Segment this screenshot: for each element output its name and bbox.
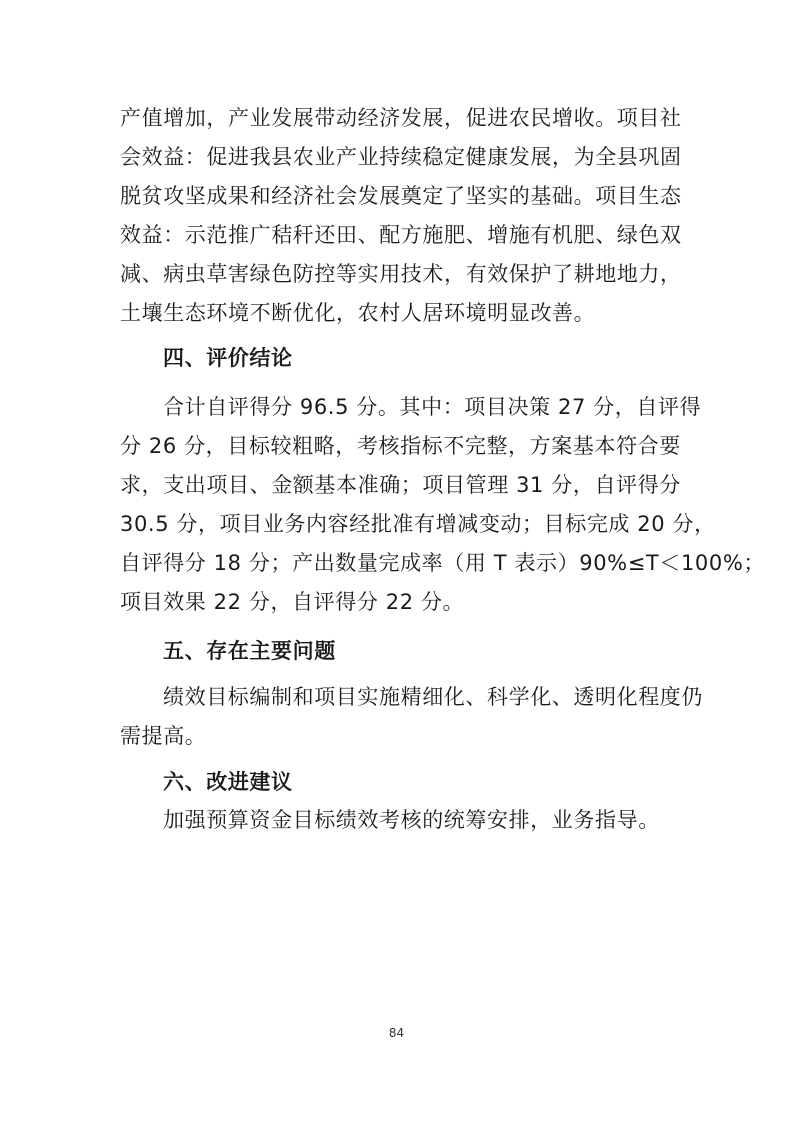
paragraph-line: 求，支出项目、金额基本准确；项目管理 31 分，自评得分 — [120, 473, 681, 497]
paragraph-line: 需提高。 — [120, 724, 207, 748]
paragraph-line: 土壤生态环境不断优化，农村人居环境明显改善。 — [120, 301, 596, 325]
section-heading-evaluation-conclusion: 四、评价结论 — [163, 346, 293, 370]
paragraph-line: 分 26 分，目标较粗略，考核指标不完整，方案基本符合要 — [120, 434, 681, 458]
paragraph-line: 项目效果 22 分，自评得分 22 分。 — [120, 590, 465, 614]
paragraph-line: 加强预算资金目标绩效考核的统筹安排，业务指导。 — [163, 808, 660, 832]
paragraph-line: 自评得分 18 分；产出数量完成率（用 T 表示）90%≤T＜100%； — [120, 551, 765, 575]
paragraph-line: 会效益：促进我县农业产业持续稳定健康发展，为全县巩固 — [120, 145, 682, 169]
page-number: 84 — [388, 1026, 405, 1040]
paragraph-line: 产值增加，产业发展带动经济发展，促进农民增收。项目社 — [120, 106, 682, 130]
paragraph-line: 减、病虫草害绿色防控等实用技术，有效保护了耕地地力， — [120, 262, 682, 286]
paragraph-line: 效益：示范推广秸秆还田、配方施肥、增施有机肥、绿色双 — [120, 223, 682, 247]
section-heading-main-problems: 五、存在主要问题 — [163, 639, 336, 663]
paragraph-line: 合计自评得分 96.5 分。其中：项目决策 27 分，自评得 — [163, 395, 702, 419]
paragraph-line: 绩效目标编制和项目实施精细化、科学化、透明化程度仍 — [163, 685, 703, 709]
paragraph-line: 30.5 分，项目业务内容经批准有增减变动；目标完成 20 分， — [120, 512, 716, 536]
section-heading-improvement-suggestions: 六、改进建议 — [163, 770, 293, 794]
paragraph-line: 脱贫攻坚成果和经济社会发展奠定了坚实的基础。项目生态 — [120, 184, 682, 208]
